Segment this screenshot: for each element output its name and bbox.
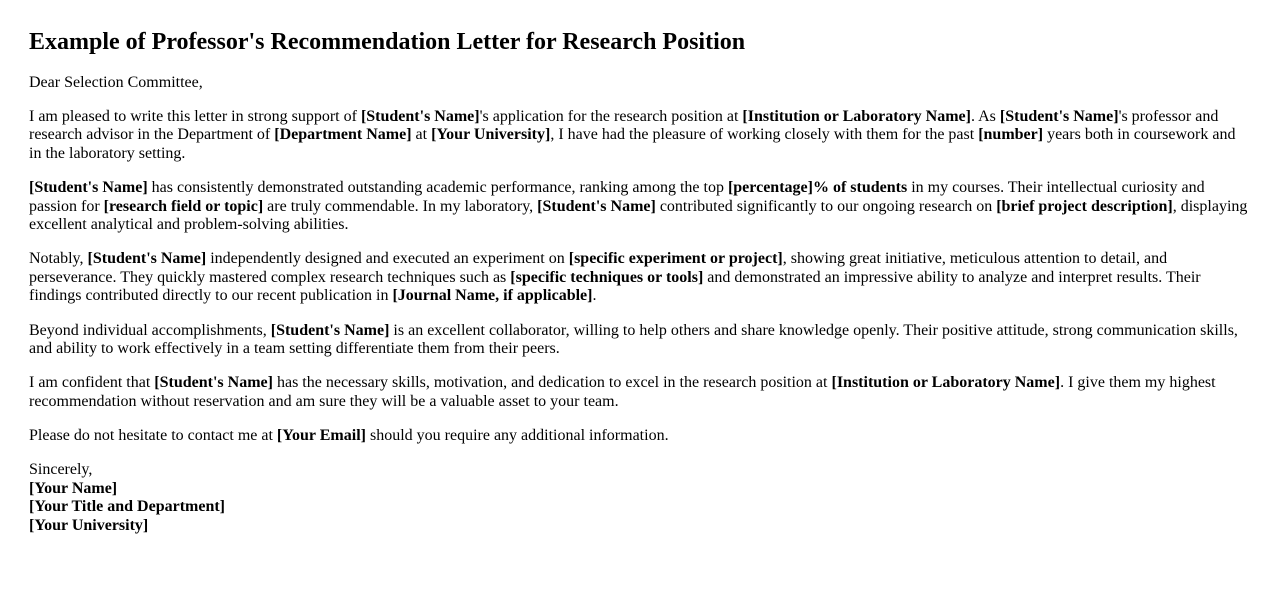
paragraph-academic-performance: [Student's Name] has consistently demonstrated outstanding academic performance, ranking among the top [percentage]% of students in my courses. Their intellectual curiosity and passion for [research field or topic] are truly commendable. In my laboratory, [Student's Name] contributed significantly to our ongoing research on [brief project description], displaying excellent analytical and problem-solving abilities. — [29, 179, 1248, 233]
placeholder-field: [Student's Name] — [154, 374, 273, 392]
placeholder-field: [Student's Name] — [87, 250, 207, 268]
signature-name: [Your Name] — [29, 479, 118, 497]
placeholder-field: [research field or topic] — [103, 197, 264, 215]
placeholder-field: [Your University] — [431, 126, 551, 144]
paragraph-recommendation: I am confident that [Student's Name] has the necessary skills, motivation, and dedication to excel in the research position at [Institution or Laboratory Name]. I give them my highest recommendation without reservation and am sure they will be a valuable asset to your team. — [29, 374, 1216, 410]
placeholder-field: [Student's Name] — [537, 197, 656, 215]
placeholder-field: [specific techniques or tools] — [510, 268, 704, 286]
placeholder-field: [Institution or Laboratory Name] — [742, 107, 971, 125]
placeholder-field: [Your Email] — [276, 427, 366, 445]
placeholder-field: [Student's Name] — [270, 321, 390, 339]
paragraph-experiment: Notably, [Student's Name] independently designed and executed an experiment on [specific experiment or project], showing great initiative, meticulous attention to detail, and perseverance. They quickly mastered complex research techniques such as [specific techniques or tools] and demonstrated an impressive ability to analyze and interpret results. Their findings contributed directly to our recent publication in [Journal Name, if applicable]. — [29, 250, 1201, 305]
signature-block — [29, 461, 1249, 535]
placeholder-field: [brief project description] — [996, 197, 1173, 215]
valediction: Sincerely, — [29, 461, 93, 479]
placeholder-field: [Institution or Laboratory Name] — [831, 374, 1061, 392]
placeholder-field: [Student's Name] — [999, 107, 1119, 125]
placeholder-field: [Student's Name] — [360, 107, 480, 125]
placeholder-field: [Journal Name, if applicable] — [392, 287, 593, 305]
placeholder-field: [number] — [978, 126, 1044, 144]
signature-university: [Your University] — [29, 516, 149, 534]
placeholder-field: [specific experiment or project] — [568, 250, 783, 268]
paragraph-collaboration: Beyond individual accomplishments, [Student's Name] is an excellent collaborator, willing to help others and share knowledge openly. Their positive attitude, strong communication skills, and ability to work effectively in a team setting differentiate them from their peers. — [29, 321, 1238, 357]
signature-title-department: [Your Title and Department] — [29, 498, 225, 516]
paragraph-introduction: I am pleased to write this letter in strong support of [Student's Name]'s application for the research position at [Institution or Laboratory Name]. As [Student's Name]'s professor and research advisor in the Department of [Department Name] at [Your University], I have had the pleasure of working closely with them for the past [number] years both in coursework and in the laboratory setting. — [29, 107, 1236, 162]
placeholder-field: [percentage]% of students — [727, 179, 908, 197]
page-title: Example of Professor's Recommendation Letter for Research Position — [29, 29, 746, 55]
placeholder-field: [Department Name] — [274, 126, 412, 144]
salutation: Dear Selection Committee, — [29, 73, 203, 91]
placeholder-field: [Student's Name] — [29, 179, 148, 197]
paragraph-contact: Please do not hesitate to contact me at [Your Email] should you require any additional information. — [29, 427, 669, 445]
